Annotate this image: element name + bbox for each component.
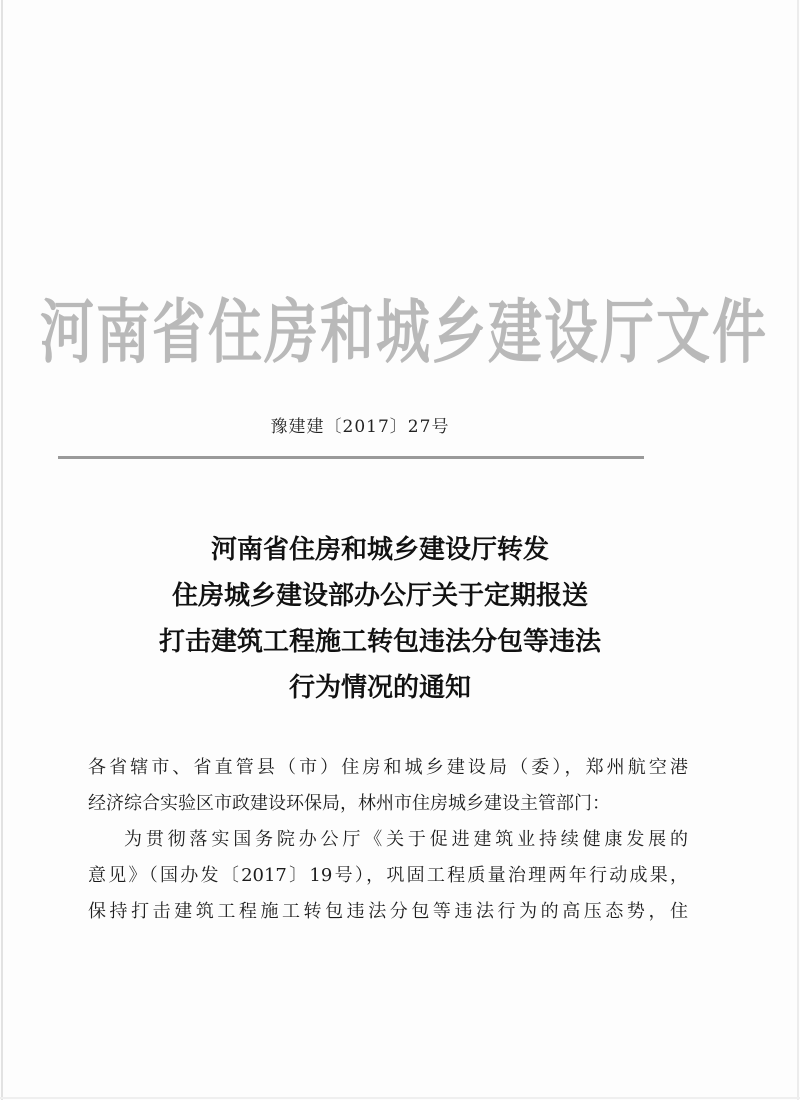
paragraph-line: 意见》（国办发〔2017〕19号），巩固工程质量治理两年行动成果， — [88, 865, 688, 886]
addressee-line: 经济综合实验区市政建设环保局，林州市住房城乡建设主管部门： — [88, 793, 610, 814]
title-line: 住房城乡建设部办公厅关于定期报送 — [171, 581, 588, 611]
header-divider — [58, 456, 644, 459]
issuer-title: 河南省住房和城乡建设厅文件 — [40, 292, 768, 373]
document-title — [0, 527, 760, 711]
title-line: 河南省住房和城乡建设厅转发 — [210, 535, 549, 565]
paragraph-line: 保持打击建筑工程施工转包违法分包等违法行为的高压态势，住 — [88, 901, 688, 922]
addressee-line: 各省辖市、省直管县（市）住房和城乡建设局（委），郑州航空港 — [88, 757, 688, 778]
document-body — [88, 750, 688, 930]
title-line: 打击建筑工程施工转包违法分包等违法 — [158, 627, 601, 657]
title-line: 行为情况的通知 — [288, 673, 471, 703]
document-number: 豫建建〔2017〕27号 — [270, 417, 450, 437]
paragraph-line: 为贯彻落实国务院办公厅《关于促进建筑业持续健康发展的 — [124, 829, 688, 850]
